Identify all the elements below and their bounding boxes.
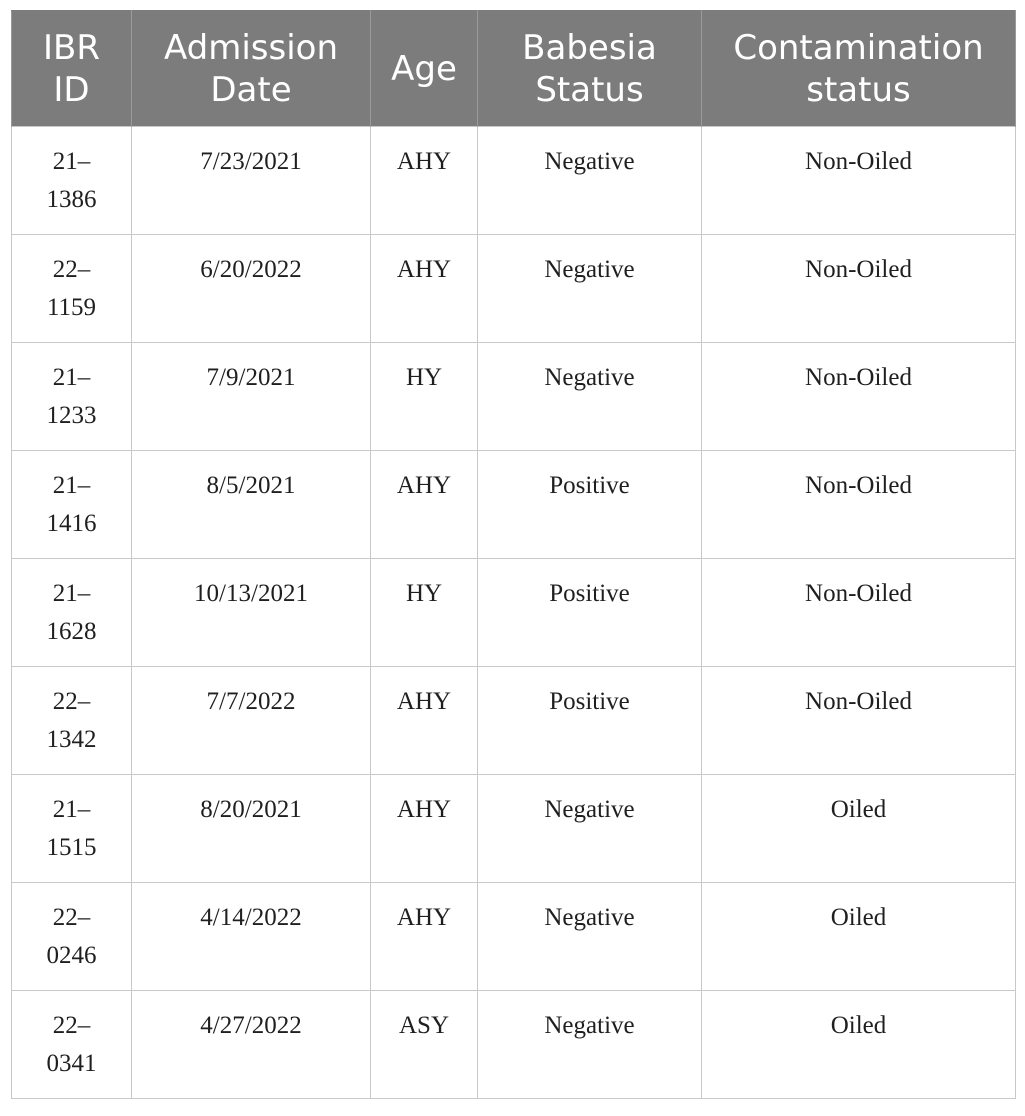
- cell-ibr-id: [12, 235, 132, 343]
- id-number: 1416: [46, 510, 97, 537]
- cell-admission-date: 4/27/2022: [132, 991, 371, 1099]
- header-row: [12, 11, 1016, 127]
- header-line: Age: [391, 48, 457, 89]
- id-prefix: 21–: [52, 796, 91, 823]
- cell-contamination-status: Non-Oiled: [702, 343, 1016, 451]
- cell-babesia-status: Negative: [478, 775, 702, 883]
- cell-age: HY: [371, 343, 478, 451]
- table-row: [12, 559, 1016, 667]
- data-table: [11, 10, 1016, 1099]
- header-line: Babesia: [522, 27, 657, 68]
- cell-age: AHY: [371, 451, 478, 559]
- cell-admission-date: 7/9/2021: [132, 343, 371, 451]
- cell-age: AHY: [371, 775, 478, 883]
- header-line: Date: [210, 69, 292, 110]
- cell-contamination-status: Oiled: [702, 883, 1016, 991]
- cell-babesia-status: Negative: [478, 343, 702, 451]
- cell-contamination-status: Non-Oiled: [702, 559, 1016, 667]
- id-number: 1515: [46, 834, 97, 861]
- cell-admission-date: 4/14/2022: [132, 883, 371, 991]
- header-contamination-status: [702, 11, 1016, 127]
- cell-contamination-status: Non-Oiled: [702, 127, 1016, 235]
- cell-admission-date: 10/13/2021: [132, 559, 371, 667]
- cell-contamination-status: Oiled: [702, 991, 1016, 1099]
- table-row: [12, 451, 1016, 559]
- header-line: status: [806, 69, 911, 110]
- id-number: 1628: [46, 618, 97, 645]
- cell-contamination-status: Non-Oiled: [702, 667, 1016, 775]
- table-row: [12, 667, 1016, 775]
- table-row: [12, 775, 1016, 883]
- cell-admission-date: 7/23/2021: [132, 127, 371, 235]
- header-line: ID: [53, 69, 90, 110]
- header-admission-date: [132, 11, 371, 127]
- cell-contamination-status: Non-Oiled: [702, 451, 1016, 559]
- cell-babesia-status: Positive: [478, 451, 702, 559]
- cell-ibr-id: [12, 451, 132, 559]
- header-age: [371, 11, 478, 127]
- cell-age: AHY: [371, 127, 478, 235]
- id-prefix: 22–: [52, 256, 91, 283]
- id-number: 0246: [46, 942, 97, 969]
- cell-admission-date: 6/20/2022: [132, 235, 371, 343]
- table-row: [12, 235, 1016, 343]
- header-line: Status: [535, 69, 644, 110]
- cell-babesia-status: Negative: [478, 235, 702, 343]
- header-line: Contamination: [733, 27, 984, 68]
- cell-ibr-id: [12, 343, 132, 451]
- cell-ibr-id: [12, 127, 132, 235]
- cell-babesia-status: Negative: [478, 991, 702, 1099]
- id-number: 1386: [46, 186, 97, 213]
- cell-babesia-status: Positive: [478, 559, 702, 667]
- cell-admission-date: 8/5/2021: [132, 451, 371, 559]
- cell-ibr-id: [12, 667, 132, 775]
- cell-ibr-id: [12, 559, 132, 667]
- cell-ibr-id: [12, 775, 132, 883]
- cell-age: HY: [371, 559, 478, 667]
- table-row: [12, 127, 1016, 235]
- id-prefix: 21–: [52, 472, 91, 499]
- header-line: IBR: [43, 27, 100, 68]
- table-row: [12, 343, 1016, 451]
- cell-contamination-status: Oiled: [702, 775, 1016, 883]
- cell-contamination-status: Non-Oiled: [702, 235, 1016, 343]
- header-ibr-id: [12, 11, 132, 127]
- cell-admission-date: 7/7/2022: [132, 667, 371, 775]
- table-row: [12, 991, 1016, 1099]
- id-number: 0341: [46, 1050, 97, 1077]
- cell-babesia-status: Negative: [478, 127, 702, 235]
- id-prefix: 21–: [52, 148, 91, 175]
- cell-ibr-id: [12, 991, 132, 1099]
- cell-age: AHY: [371, 667, 478, 775]
- cell-age: AHY: [371, 235, 478, 343]
- header-babesia-status: [478, 11, 702, 127]
- id-number: 1159: [46, 294, 97, 321]
- cell-babesia-status: Negative: [478, 883, 702, 991]
- id-prefix: 21–: [52, 364, 91, 391]
- cell-age: AHY: [371, 883, 478, 991]
- cell-ibr-id: [12, 883, 132, 991]
- id-number: 1233: [46, 402, 97, 429]
- cell-age: ASY: [371, 991, 478, 1099]
- cell-babesia-status: Positive: [478, 667, 702, 775]
- id-prefix: 22–: [52, 688, 91, 715]
- id-prefix: 22–: [52, 1012, 91, 1039]
- id-prefix: 22–: [52, 904, 91, 931]
- header-line: Admission: [163, 27, 339, 68]
- id-prefix: 21–: [52, 580, 91, 607]
- cell-admission-date: 8/20/2021: [132, 775, 371, 883]
- table-row: [12, 883, 1016, 991]
- id-number: 1342: [46, 726, 97, 753]
